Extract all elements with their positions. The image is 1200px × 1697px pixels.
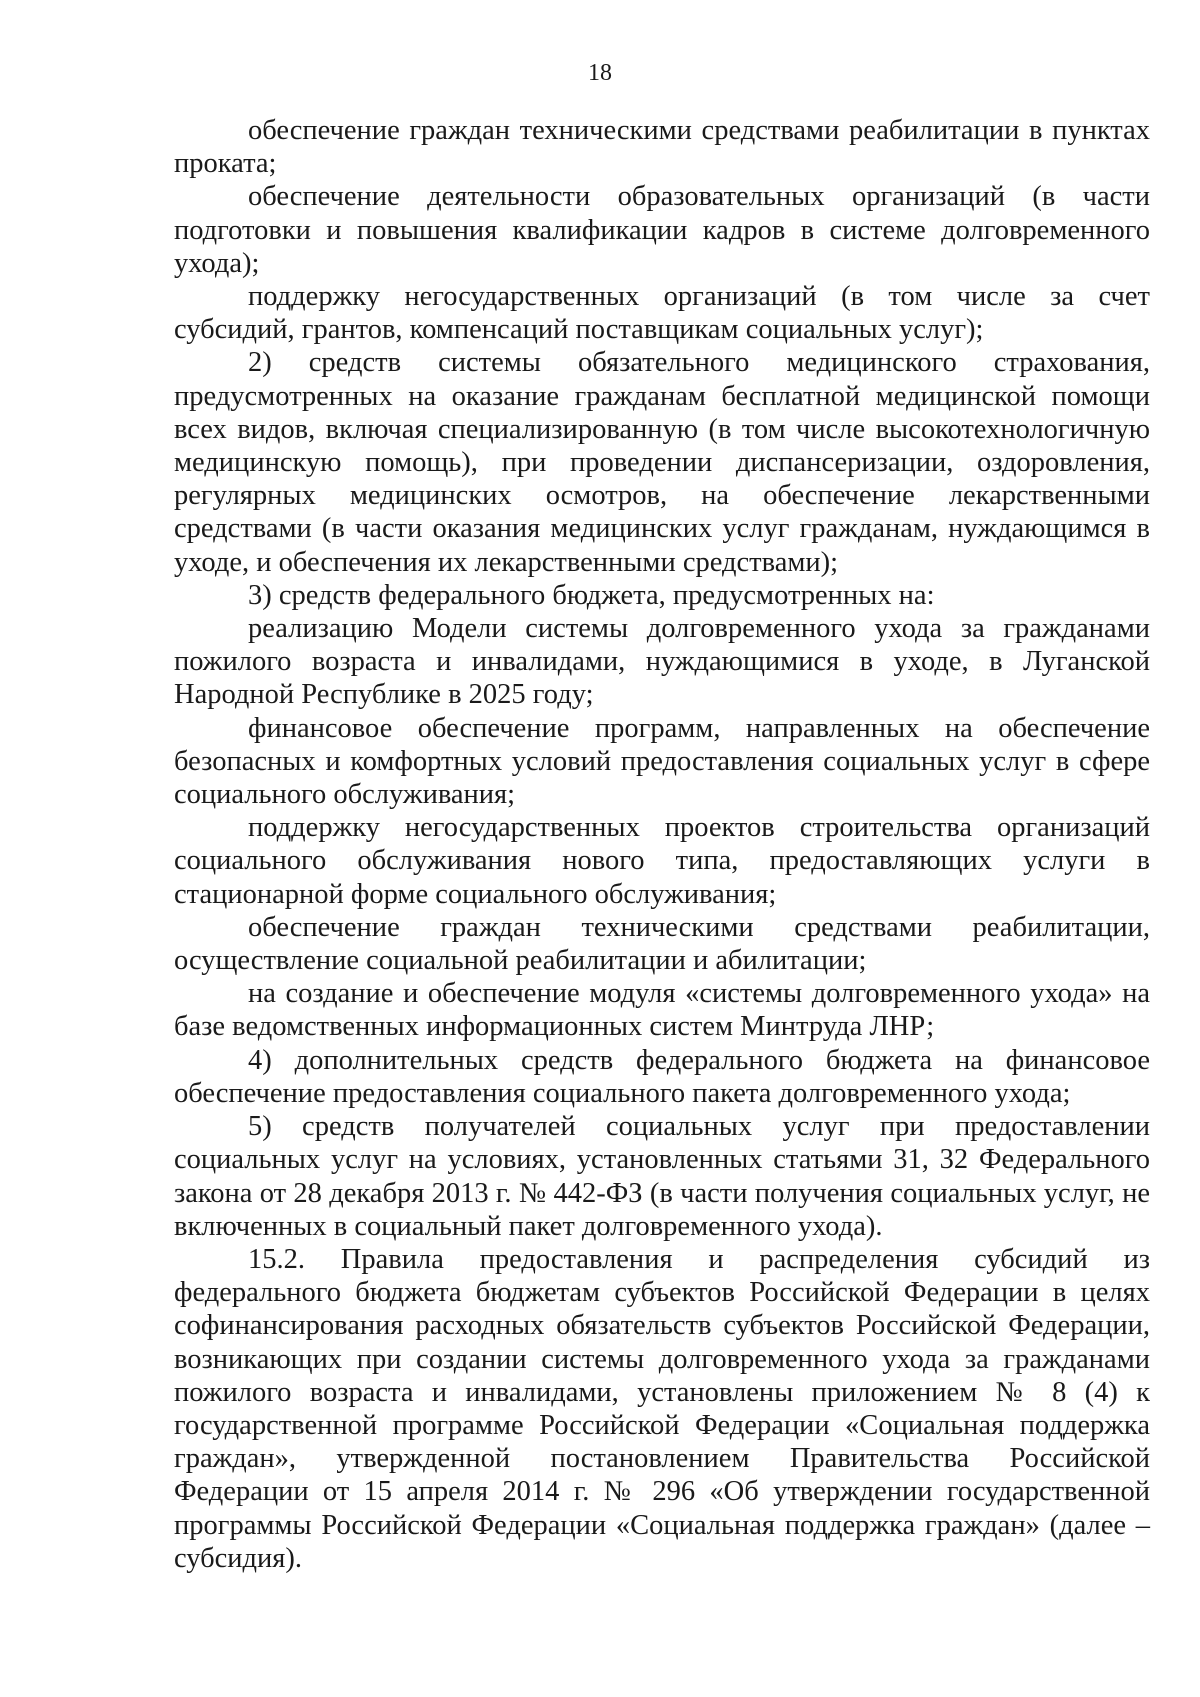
paragraph-item-4-additional: 4) дополнительных средств федерального бюджета на финансовое обеспечение предоставления социального пакета долговременного ухода; xyxy=(174,1044,1150,1109)
paragraph-model-implementation: реализацию Модели системы долговременного ухода за гражданами пожилого возраста и инвалидами, нуждающимися в уходе, в Луганской Народной Республике в 2025 году; xyxy=(174,613,1150,711)
paragraph-item-2-oms: 2) средств системы обязательного медицинского страхования, предусмотренных на оказание гражданам бесплатной медицинской помощи всех видов, включая специализированную (в том числе высокотехнологичную медицинскую помощь), при проведении диспансеризации, оздоровления, регулярных медицинских осмотров, на обеспечение лекарственными средствами (в части оказания медицинских услуг гражданам, нуждающимся в уходе, и обеспечения их лекарственными средствами); xyxy=(174,347,1150,578)
paragraph-rehab-rental: обеспечение граждан техническими средствами реабилитации в пунктах проката; xyxy=(174,115,1150,180)
page-number: 18 xyxy=(588,60,612,86)
paragraph-ngo-construction: поддержку негосударственных проектов строительства организаций социального обслуживания нового типа, предоставляющих услуги в стационарной форме социального обслуживания; xyxy=(174,812,1150,910)
paragraph-ngo-support: поддержку негосударственных организаций (в том числе за счет субсидий, грантов, компенсаций поставщикам социальных услуг); xyxy=(174,281,1150,346)
paragraph-module-creation: на создание и обеспечение модуля «системы долговременного ухода» на базе ведомственных информационных систем Минтруда ЛНР; xyxy=(174,978,1150,1043)
paragraph-program-financing: финансовое обеспечение программ, направленных на обеспечение безопасных и комфортных условий предоставления социальных услуг в сфере социального обслуживания; xyxy=(174,712,1150,811)
paragraph-rehab-habilitation: обеспечение граждан техническими средствами реабилитации, осуществление социальной реабилитации и абилитации; xyxy=(174,911,1150,977)
document-body xyxy=(174,114,1150,1575)
paragraph-item-3-federal: 3) средств федерального бюджета, предусмотренных на: xyxy=(248,579,935,611)
paragraph-item-5-recipients: 5) средств получателей социальных услуг при предоставлении социальных услуг на условиях, установленных статьями 31, 32 Федерального закона от 28 декабря 2013 г. № 442-ФЗ (в части получения социальных услуг, не включенных в социальный пакет долговременного ухода). xyxy=(174,1111,1150,1242)
paragraph-section-15-2: 15.2. Правила предоставления и распределения субсидий из федерального бюджета бюджетам субъектов Российской Федерации в целях софинансирования расходных обязательств субъектов Российской Федерации, возникающих при создании системы долговременного ухода за гражданами пожилого возраста и инвалидами, установлены приложением № 8 (4) к государственной программе Российской Федерации «Социальная поддержка граждан», утвержденной постановлением Правительства Российской Федерации от 15 апреля 2014 г. № 296 «Об утверждении государственной программы Российской Федерации «Социальная поддержка граждан» (далее – субсидия). xyxy=(174,1243,1150,1574)
paragraph-education-orgs: обеспечение деятельности образовательных организаций (в части подготовки и повышения квалификации кадров в системе долговременного ухода); xyxy=(174,181,1150,279)
